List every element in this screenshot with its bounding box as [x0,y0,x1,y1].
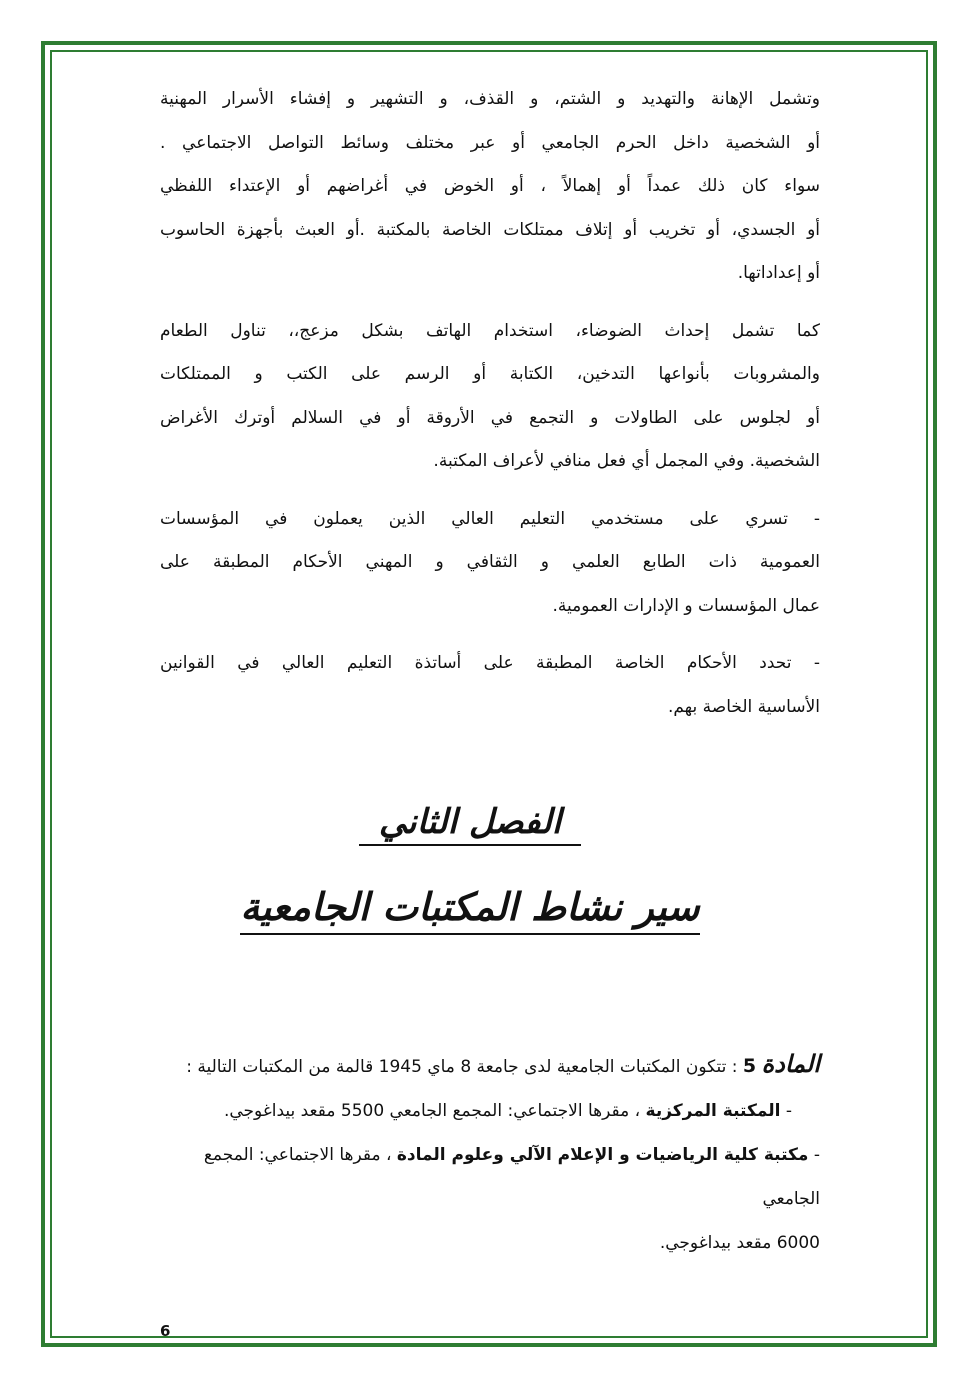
list-item [160,1089,820,1133]
list-bullet: - [808,1145,820,1165]
paragraph-noise [160,310,820,484]
article-number: 5 [742,1055,757,1077]
text-line: أو لجلوس على الطاولات و التجمع في الأروقة أو في السلالم أوترك الأغراض [160,407,820,428]
text-line: عمال المؤسسات و الإدارات العمومية. [552,595,820,616]
text-line: أو الشخصية داخل الحرم الجامعي أو عبر مختلف وسائط التواصل الاجتماعي . [160,132,820,153]
text-line: سواء كان ذلك عمداً أو إهمالاً ، أو الخوض في أغراضهم أو الإعتداء اللفظي [160,176,820,196]
paragraph-staff [160,498,820,629]
list-item-continuation [160,1221,820,1265]
library-details: ، مقرها الاجتماعي: المجمع الجامعي [203,1145,820,1209]
paragraph-professors [160,642,820,729]
library-details: ، مقرها الاجتماعي: المجمع الجامعي 5500 مقعد بيداغوجي. [223,1101,641,1121]
library-name: المكتبة المركزية [645,1101,781,1121]
body-text [160,78,820,729]
text-line: والمشروبات بأنواعها التدخين، الكتابة أو الرسم على الكتب و الممتلكات [160,364,820,384]
list-bullet: - [780,1101,792,1121]
chapter-heading [230,790,710,980]
text-line: الشخصية. وفي المجمل أي فعل منافي لأعراف المكتبة. [433,451,820,471]
paragraph-offenses [160,78,820,296]
text-line: - تحدد الأحكام الخاصة المطبقة على أساتذة التعليم العالي في القوانين [160,653,820,673]
article-label: المادة [761,1049,820,1078]
text-line: - تسري على مستخدمي التعليم العالي الذين يعملون في المؤسسات [160,508,820,529]
article-intro [160,1042,820,1089]
text-line: أو الجسدي، أو تخريب أو إتلاف ممتلكات الخاصة بالمكتبة .أو العبث بأجهزة الحاسوب [160,219,820,240]
article-5 [160,1042,820,1265]
text-line: العمومية ذات الطابع العلمي و الثقافي و المهني الأحكام المطبقة على [160,552,820,572]
chapter-title: الفصل الثاني [359,802,581,846]
page-number: 6 [160,1322,171,1340]
library-details-cont: 6000 مقعد بيداغوجي. [659,1233,820,1253]
text-line: الأساسية الخاصة بهم. [667,696,820,717]
article-intro-text: : تتكون المكتبات الجامعية لدى جامعة 8 ماي 1945 قالمة من المكتبات التالية : [186,1057,738,1077]
text-line: كما تشمل إحداث الضوضاء، استخدام الهاتف بشكل مزعج،، تناول الطعام [160,320,820,341]
text-line: وتشمل الإهانة والتهديد و الشتم، و القذف، و التشهير و إفشاء الأسرار المهنية [160,89,820,109]
list-item [160,1133,820,1221]
library-name: مكتبة كلية الرياضيات و الإعلام الآلي وعلوم المادة [396,1145,809,1165]
text-line: أو إعداداتها. [737,263,820,283]
chapter-subtitle: سير نشاط المكتبات الجامعية [240,884,700,935]
